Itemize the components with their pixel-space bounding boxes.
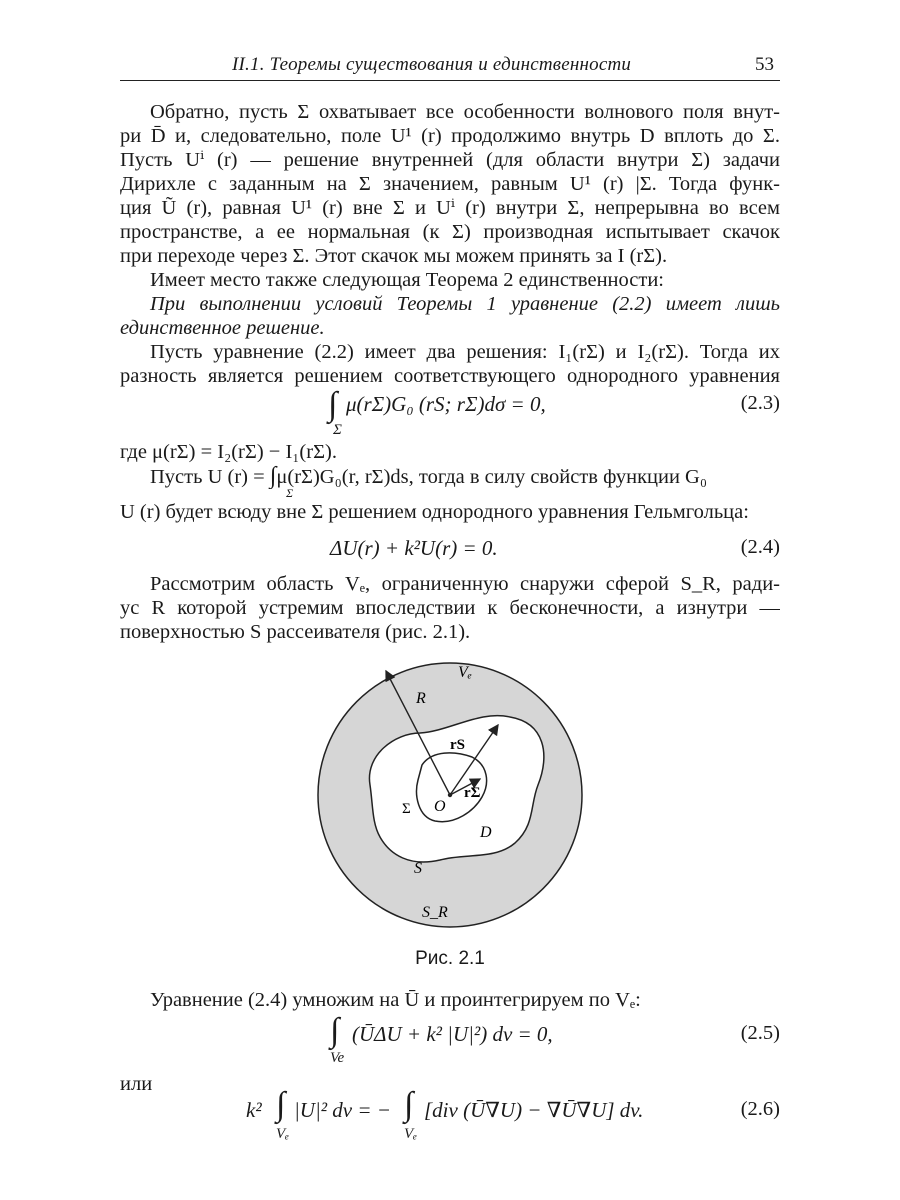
text-line: [120, 464, 780, 489]
text-line: где μ(rΣ) = I₂(rΣ) − I₁(rΣ).: [120, 441, 337, 463]
text-line: ри D̄ и, следовательно, поле U¹ (r) продолжимо внутрь D вплоть до Σ.: [120, 125, 780, 147]
text-line: Уравнение (2.4) умножим на Ū и проинтегрируем по Vₑ:: [150, 989, 641, 1011]
running-title: II.1. Теоремы существования и единственности: [232, 54, 632, 75]
text-line: ус R которой устремим впоследствии к бесконечности, а изнутри —: [120, 597, 780, 619]
integral-sign: ∫: [276, 1086, 286, 1123]
label-SR: S_R: [422, 904, 448, 921]
equation-2-5: (ŪΔU + k² |U|²) dv = 0,: [352, 1022, 553, 1046]
text-fragment: Пусть U (r) =: [150, 466, 270, 488]
text-line: пространстве, а ее нормальная (к Σ) производная испытывает скачок: [120, 221, 780, 243]
equation-2-6-right: [div (Ū∇U) − ∇Ū∇U] dv.: [424, 1098, 644, 1122]
figure-2-1: [310, 655, 590, 935]
label-D: D: [480, 824, 492, 841]
label-Sigma: Σ: [402, 801, 411, 817]
label-Ve: Vₑ: [458, 664, 472, 681]
text-line: Имеет место также следующая Теорема 2 единственности:: [150, 269, 664, 291]
text-fragment: μ(rΣ)G₀(r, rΣ)ds, тогда в силу свойств функции G₀: [276, 466, 708, 488]
theorem-line: При выполнении условий Теоремы 1 уравнение (2.2) имеет лишь: [150, 293, 780, 315]
text-line: поверхностью S рассеивателя (рис. 2.1).: [120, 621, 471, 643]
text-line: Рассмотрим область Vₑ, ограниченную снаружи сферой S_R, ради-: [150, 573, 780, 595]
text-line: разность является решением соответствующего однородного уравнения: [120, 365, 780, 387]
text-line: Дирихле с заданным на Σ значением, равным U¹ (r) |Σ. Тогда функ-: [120, 173, 780, 195]
integral-sign: ∫: [328, 386, 338, 423]
label-R: R: [416, 690, 426, 707]
label-S: S: [414, 860, 422, 877]
equation-2-4: ΔU(r) + k²U(r) = 0.: [330, 536, 498, 560]
label-rSigma: rΣ: [464, 785, 481, 801]
text-line: Обратно, пусть Σ охватывает все особенности волнового поля внут-: [150, 101, 780, 123]
integral-sign: ∫: [269, 464, 277, 489]
equation-number: (2.6): [740, 1098, 780, 1120]
label-rS: rS: [450, 737, 465, 753]
integral-sign: ∫: [404, 1086, 414, 1123]
equation-number: (2.5): [740, 1022, 780, 1044]
equation-number: (2.4): [740, 536, 780, 558]
label-O: O: [434, 798, 446, 815]
equation-2-6-mid: |U|² dv = −: [294, 1098, 391, 1122]
figure-caption: Рис. 2.1: [415, 948, 485, 969]
integral-limit: Σ: [286, 486, 294, 500]
text-line: или: [120, 1073, 153, 1095]
text-line: при переходе через Σ. Этот скачок мы можем принять за I (rΣ).: [120, 245, 668, 267]
integral-limit: Vₑ: [404, 1126, 418, 1142]
equation-number: (2.3): [740, 392, 780, 414]
running-header: [120, 52, 780, 81]
integral-sign: ∫: [330, 1012, 340, 1049]
integral-limit: Σ: [333, 422, 342, 438]
theorem-line: единственное решение.: [120, 317, 325, 339]
integral-limit: Ve: [330, 1050, 345, 1066]
text-line: Пусть Uⁱ (r) — решение внутренней (для области внутри Σ) задачи: [120, 149, 780, 171]
text-line: U (r) будет всюду вне Σ решением однородного уравнения Гельмгольца:: [120, 501, 749, 523]
integral-limit: Vₑ: [276, 1126, 290, 1142]
text-line: ция Ũ (r), равная U¹ (r) вне Σ и Uⁱ (r) внутри Σ, непрерывна во всем: [120, 197, 780, 219]
equation-2-6-left: k²: [246, 1098, 262, 1122]
origin-point: [448, 793, 452, 797]
equation-2-3: μ(rΣ)G₀ (rS; rΣ)dσ = 0,: [346, 392, 546, 416]
text-line: Пусть уравнение (2.2) имеет два решения: I₁(rΣ) и I₂(rΣ). Тогда их: [150, 341, 780, 363]
page-number: 53: [755, 54, 774, 75]
